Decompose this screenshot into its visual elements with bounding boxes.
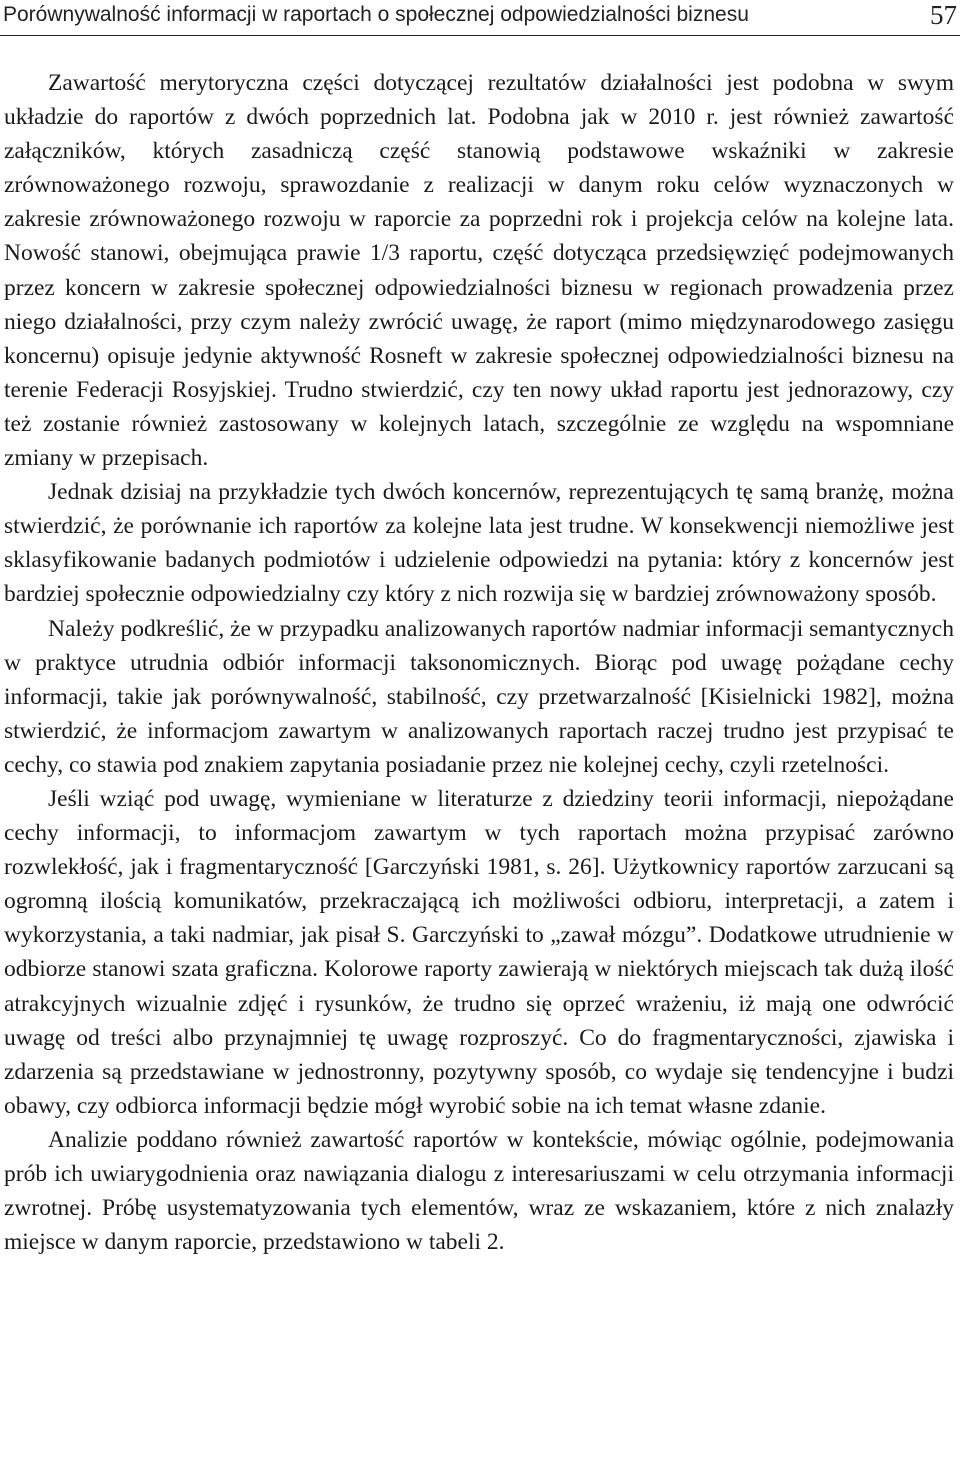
running-head: Porównywalność informacji w raportach o społecznej odpowiedzialności biznesu [3,3,749,26]
paragraph: Jeśli wziąć pod uwagę, wymieniane w literaturze z dziedziny teorii informacji, niepożądane cechy informacji, to informacjom zawartym w tych raportach można przypisać zarówno rozwlekłość, jak i fragmentaryczność [Garczyński 1981, s. 26]. Użytkownicy raportów zarzucani są ogromną ilością komunikatów, przekraczającą ich możliwości odbioru, interpretacji, a zatem i wykorzystania, a taki nadmiar, jak pisał S. Garczyński to „zawał mózgu”. Dodatkowe utrudnienie w odbiorze stanowi szata graficzna. Kolorowe raporty zawierają w niektórych miejscach tak dużą ilość atrakcyjnych wizualnie zdjęć i rysunków, że trudno się oprzeć wrażeniu, iż mają one odwrócić uwagę od treści albo przynajmniej tę uwagę rozproszyć. Co do fragmentaryczności, zjawiska i zdarzenia są przedstawiane w jednostronny, pozytywny sposób, co wydaje się tendencyjne i budzi obawy, czy odbiorca informacji będzie mógł wyrobić sobie na ich temat własne zdanie. [4,785,954,1119]
paragraph: Należy podkreślić, że w przypadku analizowanych raportów nadmiar informacji semantycznych w praktyce utrudnia odbiór informacji taksonomicznych. Biorąc pod uwagę pożądane cechy informacji, takie jak porównywalność, stabilność, czy przetwarzalność [Kisielnicki 1982], można stwierdzić, że informacjom zawartym w analizowanych raportach raczej trudno jest przypisać te cechy, co stawia pod znakiem zapytania posiadanie przez nie kolejnej cechy, czyli rzetelności. [4,615,954,778]
page-header [0,0,960,36]
paragraph: Zawartość merytoryczna części dotyczącej rezultatów działalności jest podobna w swym układzie do raportów z dwóch poprzednich lat. Podobna jak w 2010 r. jest również zawartość załączników, których zasadniczą część stanowią podstawowe wskaźniki w zakresie zrównoważonego rozwoju, sprawozdanie z realizacji w danym roku celów wyznaczonych w zakresie zrównoważonego rozwoju w raporcie za poprzedni rok i projekcja celów na kolejne lata. Nowość stanowi, obejmująca prawie 1/3 raportu, część dotycząca przedsięwzięć podejmowanych przez koncern w zakresie społecznej odpowiedzialności biznesu w regionach prowadzenia przez niego działalności, przy czym należy zwrócić uwagę, że raport (mimo międzynarodowego zasięgu koncernu) opisuje jedynie aktywność Rosneft w zakresie społecznej odpowiedzialności biznesu na terenie Federacji Rosyjskiej. Trudno stwierdzić, czy ten nowy układ raportu jest jednorazowy, czy też zostanie również zastosowany w kolejnych latach, szczególnie ze względu na wspomniane zmiany w przepisach. [4,70,954,472]
paragraph: Jednak dzisiaj na przykładzie tych dwóch koncernów, reprezentujących tę samą branżę, można stwierdzić, że porównanie ich raportów za kolejne lata jest trudne. W konsekwencji niemożliwe jest sklasyfikowanie badanych podmiotów i udzielenie odpowiedzi na pytania: który z koncernów jest bardziej społecznie odpowiedzialny czy który z nich rozwija się w bardziej zrównoważony sposób. [4,479,954,608]
body-text [4,66,954,1259]
page-number: 57 [930,0,957,30]
paragraph: Analizie poddano również zawartość raportów w kontekście, mówiąc ogólnie, podejmowania prób ich uwiarygodnienia oraz nawiązania dialogu z interesariuszami w celu otrzymania informacji zwrotnej. Próbę usystematyzowania tych elementów, wraz ze wskazaniem, które z nich znalazły miejsce w danym raporcie, przedstawiono w tabeli 2. [4,1126,954,1256]
